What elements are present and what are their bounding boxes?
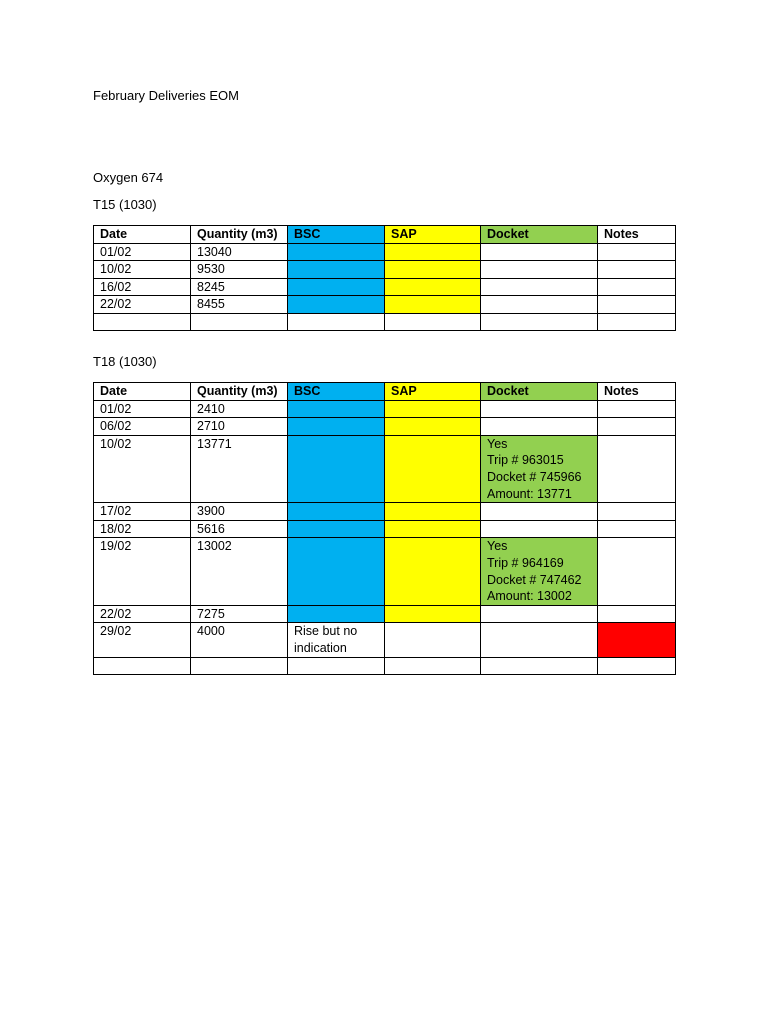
- table-row: [94, 435, 676, 502]
- date-cell: 22/02: [94, 296, 191, 314]
- date-cell: 22/02: [94, 605, 191, 623]
- quantity-cell: 2410: [191, 400, 288, 418]
- notes-cell: [598, 605, 676, 623]
- header-bsc: BSC: [288, 226, 385, 244]
- docket-cell: [481, 503, 598, 521]
- sap-cell: [385, 520, 481, 538]
- docket-cell: [481, 605, 598, 623]
- notes-cell-alert: [598, 623, 676, 657]
- quantity-cell: 2710: [191, 418, 288, 436]
- quantity-cell: 8455: [191, 296, 288, 314]
- sap-cell: [385, 296, 481, 314]
- bsc-cell: [288, 657, 385, 674]
- quantity-cell: 7275: [191, 605, 288, 623]
- date-cell: 01/02: [94, 400, 191, 418]
- date-cell: 18/02: [94, 520, 191, 538]
- tank-t18-table: [93, 382, 676, 675]
- sap-cell: [385, 605, 481, 623]
- table-row: [94, 261, 676, 279]
- product-label: Oxygen 674: [93, 170, 164, 185]
- header-quantity: Quantity (m3): [191, 226, 288, 244]
- sap-cell: [385, 313, 481, 330]
- bsc-cell: [288, 400, 385, 418]
- date-cell: [94, 313, 191, 330]
- bsc-cell: [288, 243, 385, 261]
- notes-cell: [598, 278, 676, 296]
- notes-cell: [598, 261, 676, 279]
- sap-cell: [385, 278, 481, 296]
- date-cell: 17/02: [94, 503, 191, 521]
- docket-cell: [481, 623, 598, 657]
- header-date: Date: [94, 383, 191, 401]
- header-notes: Notes: [598, 383, 676, 401]
- bsc-cell: [288, 313, 385, 330]
- quantity-cell: [191, 313, 288, 330]
- header-notes: Notes: [598, 226, 676, 244]
- bsc-cell: [288, 503, 385, 521]
- quantity-cell: 3900: [191, 503, 288, 521]
- notes-cell: [598, 400, 676, 418]
- header-docket: Docket: [481, 226, 598, 244]
- quantity-cell: 9530: [191, 261, 288, 279]
- notes-cell: [598, 657, 676, 674]
- docket-cell: [481, 400, 598, 418]
- quantity-cell: 8245: [191, 278, 288, 296]
- quantity-cell: 13040: [191, 243, 288, 261]
- header-bsc: BSC: [288, 383, 385, 401]
- table-row: [94, 605, 676, 623]
- table-row: [94, 418, 676, 436]
- sap-cell: [385, 657, 481, 674]
- table-row: [94, 278, 676, 296]
- bsc-cell: [288, 418, 385, 436]
- docket-cell: [481, 313, 598, 330]
- bsc-cell: [288, 605, 385, 623]
- tank-t18-label: T18 (1030): [93, 354, 157, 369]
- sap-cell: [385, 261, 481, 279]
- sap-cell: [385, 243, 481, 261]
- table-row: [94, 503, 676, 521]
- document-title: February Deliveries EOM: [93, 88, 239, 103]
- docket-cell: [481, 261, 598, 279]
- docket-cell: Yes Trip # 963015 Docket # 745966 Amount: 13771: [481, 435, 598, 502]
- date-cell: 10/02: [94, 435, 191, 502]
- sap-cell: [385, 538, 481, 605]
- notes-cell: [598, 243, 676, 261]
- table-row: [94, 538, 676, 605]
- table-row: [94, 623, 676, 657]
- table-row-empty: [94, 657, 676, 674]
- header-sap: SAP: [385, 383, 481, 401]
- notes-cell: [598, 538, 676, 605]
- date-cell: 16/02: [94, 278, 191, 296]
- tank-t15-label: T15 (1030): [93, 197, 157, 212]
- table-row: [94, 296, 676, 314]
- table-row: [94, 520, 676, 538]
- header-docket: Docket: [481, 383, 598, 401]
- date-cell: 01/02: [94, 243, 191, 261]
- bsc-cell: [288, 435, 385, 502]
- notes-cell: [598, 503, 676, 521]
- docket-cell: [481, 418, 598, 436]
- bsc-cell: [288, 296, 385, 314]
- table-row: [94, 243, 676, 261]
- docket-cell: Yes Trip # 964169 Docket # 747462 Amount: 13002: [481, 538, 598, 605]
- notes-cell: [598, 520, 676, 538]
- date-cell: [94, 657, 191, 674]
- quantity-cell: 4000: [191, 623, 288, 657]
- date-cell: 29/02: [94, 623, 191, 657]
- header-sap: SAP: [385, 226, 481, 244]
- tank-t15-table: [93, 225, 676, 331]
- bsc-cell: Rise but no indication: [288, 623, 385, 657]
- notes-cell: [598, 418, 676, 436]
- docket-cell: [481, 520, 598, 538]
- docket-cell: [481, 243, 598, 261]
- table-row-empty: [94, 313, 676, 330]
- header-quantity: Quantity (m3): [191, 383, 288, 401]
- sap-cell: [385, 400, 481, 418]
- notes-cell: [598, 313, 676, 330]
- table-header-row: [94, 383, 676, 401]
- notes-cell: [598, 296, 676, 314]
- date-cell: 06/02: [94, 418, 191, 436]
- bsc-cell: [288, 278, 385, 296]
- quantity-cell: 13771: [191, 435, 288, 502]
- docket-cell: [481, 657, 598, 674]
- header-date: Date: [94, 226, 191, 244]
- bsc-cell: [288, 520, 385, 538]
- notes-cell: [598, 435, 676, 502]
- sap-cell: [385, 623, 481, 657]
- bsc-cell: [288, 538, 385, 605]
- date-cell: 10/02: [94, 261, 191, 279]
- bsc-cell: [288, 261, 385, 279]
- sap-cell: [385, 503, 481, 521]
- table-row: [94, 400, 676, 418]
- docket-cell: [481, 278, 598, 296]
- date-cell: 19/02: [94, 538, 191, 605]
- quantity-cell: 5616: [191, 520, 288, 538]
- sap-cell: [385, 418, 481, 436]
- quantity-cell: 13002: [191, 538, 288, 605]
- table-header-row: [94, 226, 676, 244]
- docket-cell: [481, 296, 598, 314]
- quantity-cell: [191, 657, 288, 674]
- sap-cell: [385, 435, 481, 502]
